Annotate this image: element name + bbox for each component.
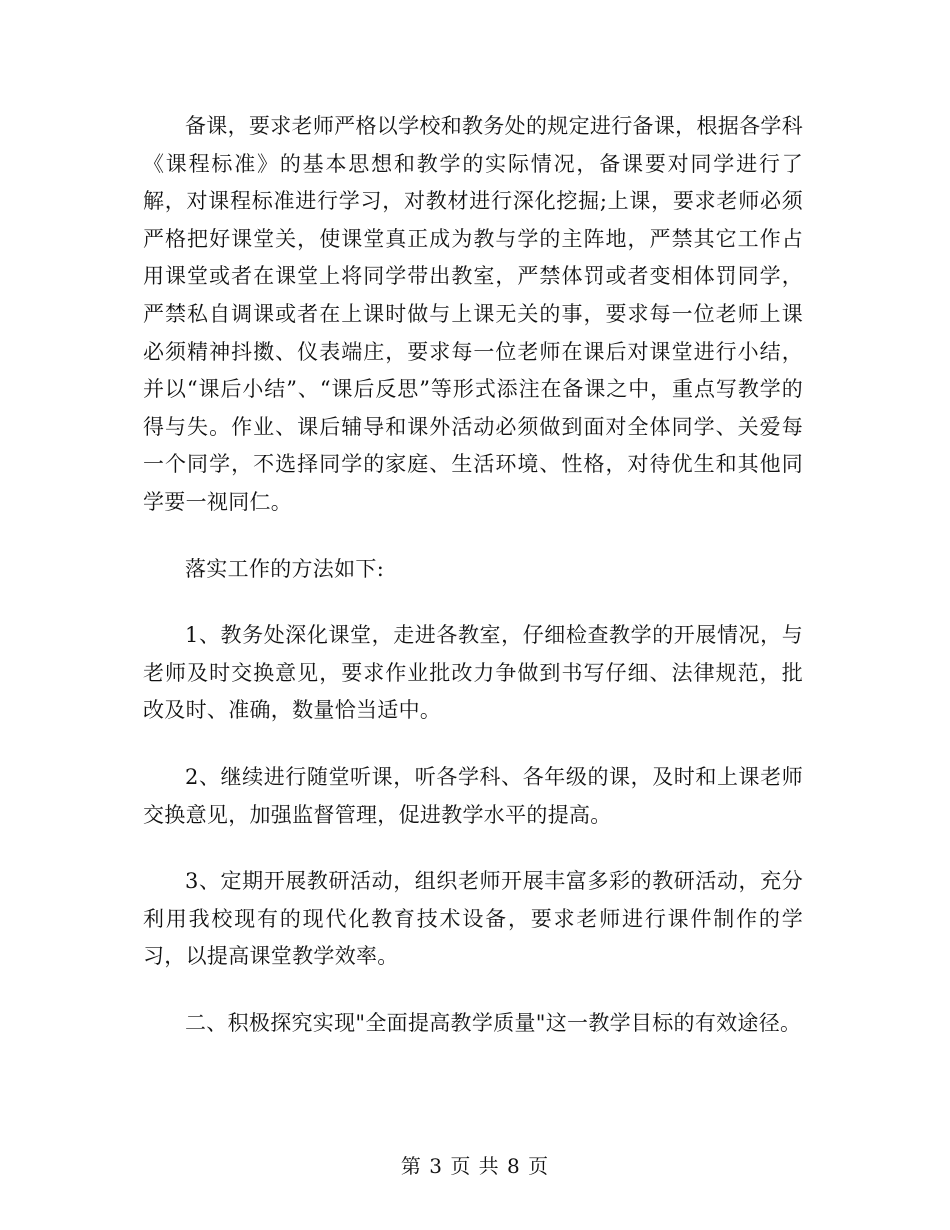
document-body bbox=[143, 108, 803, 1042]
paragraph-item-3: 3、定期开展教研活动，组织老师开展丰富多彩的教研活动，充分利用我校现有的现代化教育技术设备，要求老师进行课件制作的学习，以提高课堂教学效率。 bbox=[143, 869, 803, 969]
paragraph-item-1: 1、教务处深化课堂，走进各教室，仔细检查教学的开展情况，与老师及时交换意见，要求作业批改力争做到书写仔细、法律规范，批改及时、准确，数量恰当适中。 bbox=[143, 623, 803, 723]
paragraph-lesson-preparation: 备课，要求老师严格以学校和教务处的规定进行备课，根据各学科《课程标准》的基本思想和教学的实际情况，备课要对同学进行了解，对课程标准进行学习，对教材进行深化挖掘;上课，要求老师必须严格把好课堂关，使课堂真正成为教与学的主阵地，严禁其它工作占用课堂或者在课堂上将同学带出教室，严禁体罚或者变相体罚同学，严禁私自调课或者在上课时做与上课无关的事，要求每一位老师上课必须精神抖擞、仪表端庄，要求每一位老师在课后对课堂进行小结，并以“课后小结”、“课后反思”等形式添注在备课之中，重点写教学的得与失。作业、课后辅导和课外活动必须做到面对全体同学、关爱每一个同学，不选择同学的家庭、生活环境、性格，对待优生和其他同学要一视同仁。 bbox=[143, 114, 803, 514]
paragraph-section-two: 二、积极探究实现"全面提高教学质量"这一教学目标的有效途径。 bbox=[185, 1010, 802, 1035]
paragraph-implementation-methods: 落实工作的方法如下: bbox=[185, 556, 385, 581]
page-footer: 第 3 页 共 8 页 bbox=[400, 1154, 550, 1178]
paragraph-item-2: 2、继续进行随堂听课，听各学科、各年级的课，及时和上课老师交换意见，加强监督管理，促进教学水平的提高。 bbox=[143, 764, 803, 827]
